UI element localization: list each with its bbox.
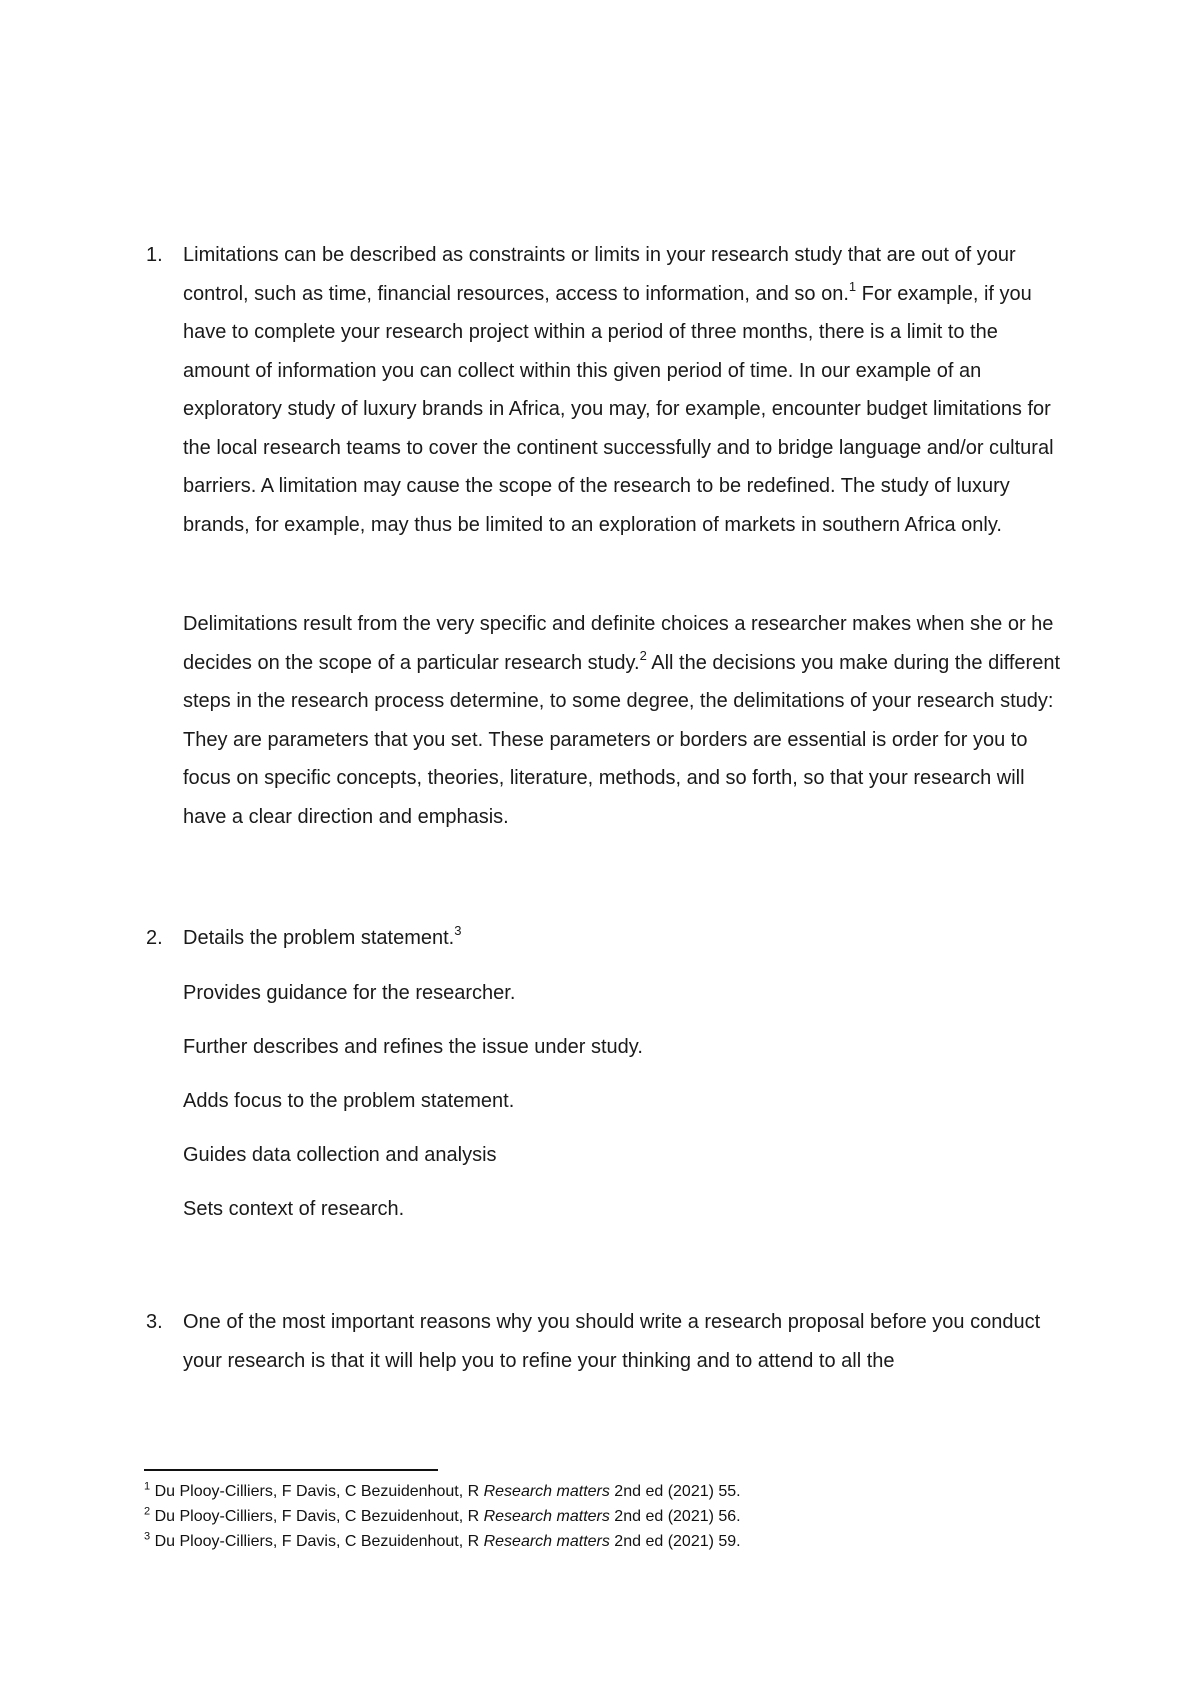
footnote-title: Research matters [483,1508,610,1525]
footnote-mark: 2 [144,1505,151,1518]
list-item: Further describes and refines the issue under study. [183,1036,643,1058]
footnote-authors: Du Plooy-Cilliers, F Davis, C Bezuidenhout, R [154,1533,484,1550]
footnote-separator [144,1469,438,1471]
list-number-2: 2. [146,927,163,949]
list-item: Adds focus to the problem statement. [183,1090,515,1112]
footnotes [144,1479,741,1554]
para-text: Delimitations result from the very specific and definite choices a researcher makes when she or he decides on the scope of a particular research study. [183,613,1054,674]
footnote-ref-2[interactable]: 2 [639,647,647,663]
footnote-details: 2nd ed (2021) 59. [609,1533,741,1550]
footnote-title: Research matters [483,1483,610,1500]
problem-statement-heading [183,919,1063,958]
footnote-ref-1[interactable]: 1 [848,278,857,294]
para-text: Limitations can be described as constraints or limits in your research study that are out of your control, such as time, financial resources, access to information, and so on. [183,244,1016,305]
footnote-authors: Du Plooy-Cilliers, F Davis, C Bezuidenhout, R [154,1483,484,1500]
footnote-2 [144,1504,741,1529]
list-number-3: 3. [146,1311,163,1333]
footnote-title: Research matters [483,1533,610,1550]
footnote-details: 2nd ed (2021) 55. [609,1483,741,1500]
proposal-paragraph [183,1303,1063,1380]
limitations-paragraph [183,236,1063,544]
list-number-1: 1. [146,244,163,266]
footnote-mark: 3 [144,1530,151,1543]
footnote-mark: 1 [144,1480,151,1493]
problem-statement-points [183,980,643,1250]
para-text: For example, if you have to complete your research project within a period of three months, there is a limit to the amount of information you can collect within this given period of time. In our example of an exploratory study of luxury brands in Africa, you may, for example, encounter budget limitations for the local research teams to cover the continent successfully and to bridge language and/or cultural barriers. A limitation may cause the scope of the research to be redefined. The study of luxury brands, for example, may thus be limited to an exploration of markets in southern Africa only. [183,282,1054,536]
footnote-3 [144,1529,741,1554]
list-item: Sets context of research. [183,1198,405,1220]
footnote-ref-3[interactable]: 3 [454,923,462,939]
footnote-authors: Du Plooy-Cilliers, F Davis, C Bezuidenhout, R [154,1508,484,1525]
delimitations-paragraph [183,605,1063,836]
footnote-1 [144,1479,741,1504]
para-text: All the decisions you make during the different steps in the research process determine, to some degree, the delimitations of your research study: They are parameters that you set. These parameters or borders are essential is order for you to focus on specific concepts, theories, literature, methods, and so forth, so that your research will have a clear direction and emphasis. [183,651,1061,828]
para-text: One of the most important reasons why you should write a research proposal before you conduct your research is that it will help you to refine your thinking and to attend to all the [183,1311,1041,1372]
footnote-details: 2nd ed (2021) 56. [609,1508,741,1525]
list-item: Guides data collection and analysis [183,1144,497,1166]
list-item: Provides guidance for the researcher. [183,982,516,1004]
heading-text: Details the problem statement. [183,927,455,949]
